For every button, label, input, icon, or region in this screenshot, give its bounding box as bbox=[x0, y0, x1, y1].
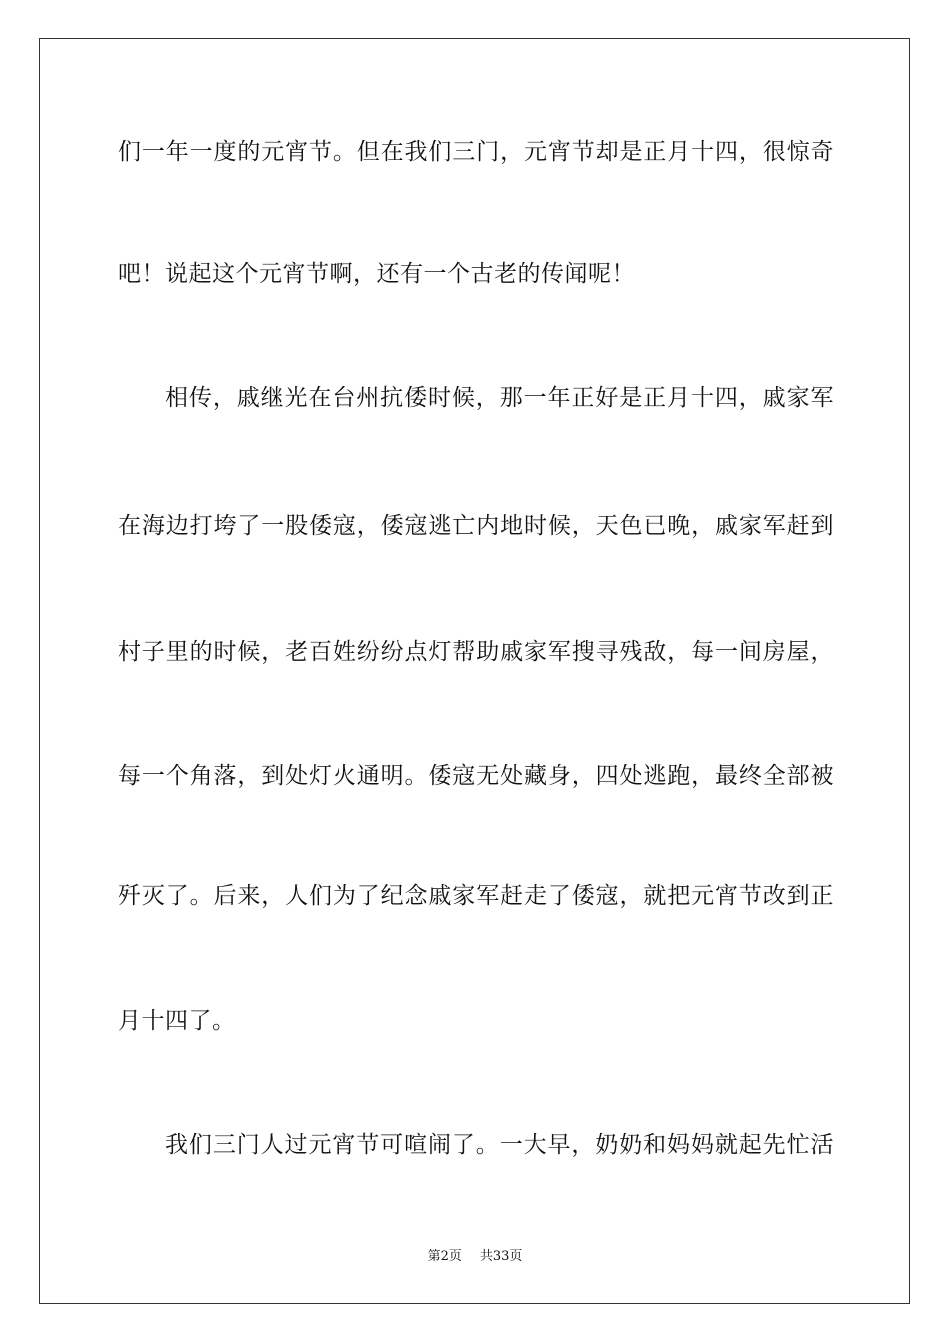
text-line-6: 每一个角落，到处灯火通明。倭寇无处藏身，四处逃跑，最终全部被 bbox=[118, 763, 834, 789]
page-footer bbox=[0, 1248, 950, 1266]
text-line-7: 歼灭了。后来，人们为了纪念戚家军赶走了倭寇，就把元宵节改到正 bbox=[118, 883, 834, 909]
page-number: 第2页 bbox=[427, 1249, 462, 1264]
text-line-4: 在海边打垮了一股倭寇，倭寇逃亡内地时候，天色已晚，戚家军赶到 bbox=[118, 513, 834, 539]
text-line-3: 相传，戚继光在台州抗倭时候，那一年正好是正月十四，戚家军 bbox=[165, 385, 834, 411]
text-line-5: 村子里的时候，老百姓纷纷点灯帮助戚家军搜寻残敌，每一间房屋， bbox=[118, 639, 834, 665]
text-line-9: 我们三门人过元宵节可喧闹了。一大早，奶奶和妈妈就起先忙活 bbox=[165, 1132, 834, 1158]
text-line-2: 吧！说起这个元宵节啊，还有一个古老的传闻呢！ bbox=[118, 261, 635, 287]
text-line-1: 们一年一度的元宵节。但在我们三门，元宵节却是正月十四，很惊奇 bbox=[118, 139, 834, 165]
page-border bbox=[39, 38, 910, 1304]
page-total: 共33页 bbox=[479, 1249, 523, 1264]
text-line-8: 月十四了。 bbox=[118, 1008, 236, 1034]
